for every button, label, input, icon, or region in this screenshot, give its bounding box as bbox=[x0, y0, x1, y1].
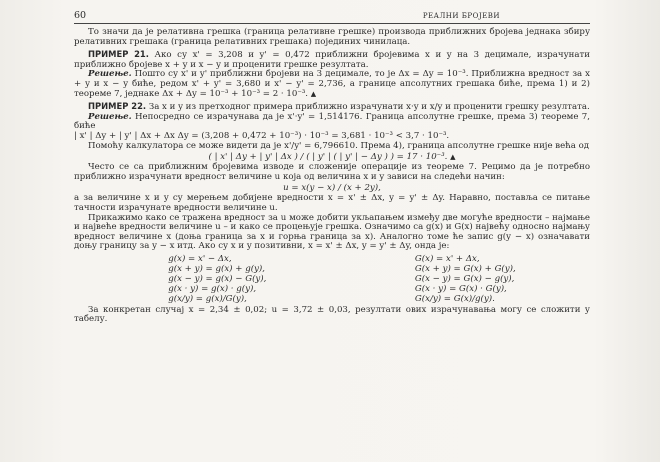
example-21-text: Ако су x' = 3,208 и y' = 0,472 приближни бројевима x и y на 3 децимале, израчунати приближно бројеве x + y и x − y и проценити грешке резултата. bbox=[74, 50, 590, 70]
solution-text: Непосредно се израчунава да је x'·y' = 1,514176. Граница апсолутне грешке, према 3) теореме 7, биће bbox=[74, 111, 591, 132]
formula-line: g(x + y) = g(x) + g(y), bbox=[168, 263, 265, 274]
example-22-label: ПРИМЕР 22. bbox=[88, 101, 147, 112]
formula-line: g(x) = x' − Δx, bbox=[168, 253, 232, 264]
running-title: РЕАЛНИ БРОЈЕВИ bbox=[422, 12, 500, 20]
body-paragraph-1: Често се са приближним бројевима изводе и сложеније операције из теореме 7. Рецимо да је потребно приближно израчунати вредност величине u која од величина x и y зависи на следећи начин: bbox=[74, 162, 590, 182]
bounds-formulas bbox=[94, 254, 590, 304]
formula-line: G(x/y) = G(x)/g(y). bbox=[414, 293, 495, 304]
closing-paragraph: За конкретан случај x = 2,34 ± 0,02; u = 3,72 ± 0,03, резултати ових израчунавања могу се сложити у табелу. bbox=[74, 304, 590, 325]
solution-text: Пошто су x' и y' приближни бројеви на 3 децимале, то је Δx = Δy = 10⁻³. Приближна вредност за x + y и x − y биће, редом x' + y' = 3,680 и x' − y' = 2,736, а границе апсолутних грешака биће, према 1) и 2) теореме 7, једнаке Δx + Δy = 10⁻³ + 10⁻³ = 2 · 10⁻³. bbox=[74, 69, 590, 99]
calculator-paragraph: Помоћу калкулатора се може видети да је x'/y' = 6,796610. Према 4), граница апсолутне грешке није већа од bbox=[88, 140, 590, 151]
body-paragraph-3: Прикажимо како се тражена вредност за u може добити укљапањем између две могуће вредности – најмање и највеће вредности величине u – и како се процењује грешка. Означимо са g(x) и G(x) највећу односно најмању вредност величине x (доња граница за x и горња граница за x). Аналогно томе ће запис g(y − x) означавати доњу границу за y − x итд. Ако су x и y позитивни, x = x' ± Δx, y = y' ± Δy, онда је: bbox=[74, 212, 590, 252]
formula-line: G(x − y) = G(x) − g(y), bbox=[414, 273, 515, 284]
solution-label: Решење. bbox=[88, 69, 132, 80]
end-mark-icon: ▲ bbox=[450, 153, 456, 162]
example-21-label: ПРИМЕР 21. bbox=[88, 49, 149, 60]
running-head bbox=[74, 10, 590, 24]
formula-line: G(x · y) = G(x) · G(y), bbox=[414, 283, 507, 294]
upper-bounds-column bbox=[415, 254, 516, 304]
solution-label: Решење. bbox=[88, 111, 132, 122]
formula-line: G(x + y) = G(x) + G(y), bbox=[414, 263, 516, 274]
formula-quotient-error: ( | x' | Δy + | y' | Δx ) / ( | y' | ( | y' | − Δy ) ) = 17 · 10⁻³. ▲ bbox=[208, 152, 456, 163]
formula-line: G(x) = x' + Δx, bbox=[414, 253, 480, 264]
intro-paragraph: То значи да је релативна грешка (граница релативне грешке) производа приближних бројева једнака збиру релативних грешака (граница релативних грешака) појединих чинилаца. bbox=[74, 27, 590, 47]
formula-line: g(x/y) = g(x)/G(y), bbox=[168, 293, 247, 304]
example-22-solution bbox=[74, 113, 590, 132]
body-paragraph-2: а за величине x и y су мерењем добијене вредности x = x' ± Δx, y = y' ± Δy. Наравно, поставља се питање тачности израчунате вредности величине u. bbox=[74, 193, 590, 213]
example-21 bbox=[74, 50, 590, 70]
example-22-text: За x и y из претходног примера приближно израчунати x·y и x/y и проценити грешку резултата. bbox=[148, 102, 590, 113]
formula-u: u = x(y − x) / (x + 2y), bbox=[283, 183, 381, 194]
formula-line: g(x · y) = g(x) · g(y), bbox=[168, 283, 257, 294]
formula-error-bound: | x' | Δy + | y' | Δx + Δx Δy = (3,208 + 0,472 + 10⁻³) · 10⁻³ = 3,681 · 10⁻³ < 3,7 · 10⁻³. bbox=[74, 130, 450, 141]
formula-line: g(x − y) = g(x) − G(y), bbox=[168, 273, 267, 284]
lower-bounds-column bbox=[168, 254, 266, 304]
page-number: 60 bbox=[74, 10, 87, 21]
example-21-solution bbox=[74, 70, 590, 99]
end-mark-icon: ▲ bbox=[310, 89, 317, 98]
